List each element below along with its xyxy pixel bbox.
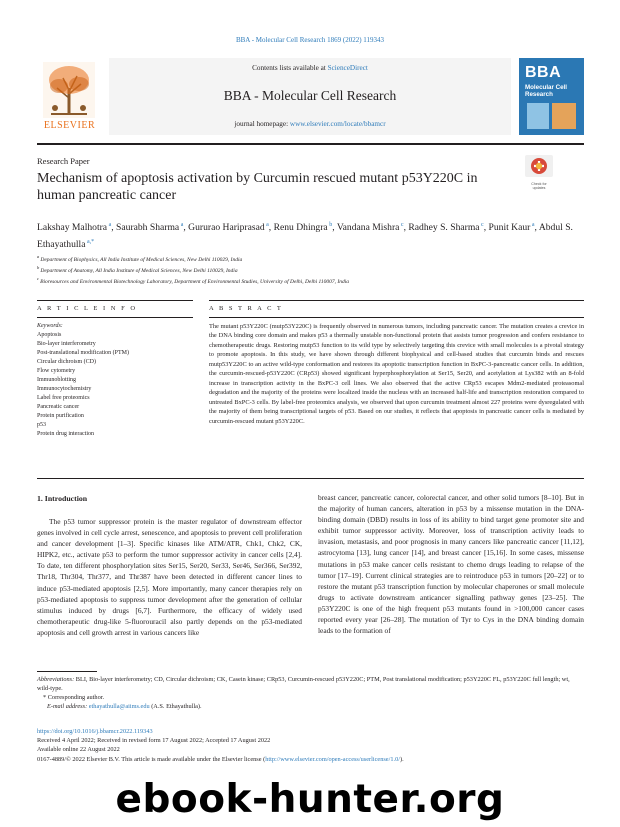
author-affiliation-mark[interactable]: b bbox=[327, 222, 333, 228]
author-list: Lakshay Malhotra $^a$, Saurabh Sharma $^a$, Gururao Hariprasad $^a$, Renu Dhingra $^b$, Vandana Mishra $^c$, Radhey S. Sharma $^c$, Punit Kaur $^a$, Abdul S. Ethayathulla $^{a,*}$ bbox=[37, 222, 573, 251]
crossmark-label: Check for updates bbox=[531, 182, 547, 190]
author-email-link[interactable]: ethayathulla@aiims.edu bbox=[88, 703, 150, 710]
journal-banner bbox=[109, 58, 511, 135]
affiliation-list bbox=[37, 253, 583, 285]
cover-subtitle: Molecular Cell Research bbox=[525, 84, 567, 98]
abstract-heading: A B S T R A C T bbox=[209, 305, 283, 312]
keyword-item: Circular dichroism (CD) bbox=[37, 359, 96, 365]
license-prefix: 0167-4889/© 2022 Elsevier B.V. This article is made available under the Elsevier license ( bbox=[37, 755, 266, 763]
keyword-item: Label free proteomics bbox=[37, 395, 90, 401]
introduction-right-column bbox=[318, 492, 584, 636]
abstract-divider bbox=[209, 300, 584, 301]
introduction-left-column bbox=[37, 516, 302, 638]
keyword-item: p53 bbox=[37, 422, 46, 428]
homepage-line bbox=[109, 120, 511, 128]
author-name[interactable]: Saurabh Sharma bbox=[116, 222, 180, 234]
author-affiliation-mark[interactable]: a bbox=[107, 222, 112, 228]
journal-cover-thumbnail[interactable] bbox=[519, 58, 584, 135]
check-for-updates-badge[interactable] bbox=[525, 155, 553, 190]
author-name[interactable]: Renu Dhingra bbox=[273, 222, 328, 234]
contents-prefix: Contents lists available at bbox=[252, 64, 328, 72]
cover-logo: BBA bbox=[525, 64, 562, 81]
license-link[interactable]: http://www.elsevier.com/open-access/userlicense/1.0/ bbox=[265, 755, 400, 763]
author-name[interactable]: Radhey S. Sharma bbox=[408, 222, 480, 234]
author-affiliation-mark[interactable]: a bbox=[264, 222, 269, 228]
keyword-item: Post-translational modification (PTM) bbox=[37, 350, 129, 356]
affiliation-item: $^a$ Department of Biophysics, All India Institute of Medical Sciences, New Delhi 110029, India bbox=[37, 254, 243, 263]
publication-info bbox=[37, 727, 584, 764]
affiliation-item: $^b$ Department of Anatomy, All India Institute of Medical Sciences, New Delhi 110029, India bbox=[37, 264, 238, 274]
body-paragraph: The p53 tumor suppressor protein is the master regulator of downstream effector genes involved in cell cycle arrest, senescence, and apoptosis to prevent cell proliferation and cancer development [1–3]. Specific kinases like ATM/ATR, Chk1, Chk2, CK, HIPK2, etc., activate p53 to perform the tumor suppressor activity in cancer cells [2,4]. To date, ten different phosphorylation sites Ser15, Ser20, Ser33, Ser46, Ser366, Ser392, Thr18, Thr304, Thr377, and Thr387 have been detected in different cancer lines to induce p53-mediated apoptosis [2,5]. More importantly, many cancer therapies rely on p53-mediated apoptosis to suppress tumor development after the generation of cellular stimulus induced by drugs [6,7]. Furthermore, the efficacy of widely used chemotherapeutic drug-like 5-fluorouracil also partly depends on the p53-mediated apoptosis and cell growth arrest in various cancers like bbox=[37, 517, 302, 637]
received-dates: Received 4 April 2022; Received in revised form 17 August 2022; Accepted 17 August 2022 bbox=[37, 737, 271, 745]
introduction-heading: 1. Introduction bbox=[37, 494, 88, 503]
author-affiliation-mark[interactable]: c bbox=[479, 222, 484, 228]
author-name[interactable]: Gururao Hariprasad bbox=[188, 222, 265, 234]
elsevier-logo[interactable] bbox=[37, 58, 102, 135]
abbreviations-footnote bbox=[37, 675, 584, 693]
keywords-block bbox=[37, 322, 187, 439]
abbreviations-text: BLI, Bio-layer interferometry; CD, Circular dichroism; CK, Casein kinase; CRp53, Curcumin-rescued p53Y220C; PTM, Post translational modification; p53Y220C FL, p53Y220C full length; wt, wild-type. bbox=[37, 676, 570, 692]
journal-masthead bbox=[37, 58, 584, 141]
keywords-list bbox=[37, 331, 187, 439]
author-affiliation-mark[interactable]: a bbox=[179, 222, 184, 228]
email-suffix: (A.S. Ethayathulla). bbox=[149, 703, 202, 710]
abstract-rule bbox=[209, 317, 584, 318]
corresponding-author-note: * Corresponding author. bbox=[43, 694, 105, 701]
article-info-heading: A R T I C L E I N F O bbox=[37, 305, 138, 312]
keyword-item: Protein purification bbox=[37, 413, 84, 419]
keyword-item: Pancreatic cancer bbox=[37, 404, 80, 410]
license-line bbox=[37, 755, 584, 764]
elsevier-tree-icon bbox=[43, 62, 95, 118]
sciencedirect-link[interactable]: ScienceDirect bbox=[327, 64, 368, 72]
watermark-text: ebook-hunter.org bbox=[115, 777, 505, 822]
license-suffix: ). bbox=[399, 755, 404, 763]
contents-line bbox=[109, 64, 511, 72]
footnotes bbox=[37, 675, 584, 711]
keyword-item: Apoptosis bbox=[37, 332, 62, 338]
doi-link[interactable]: https://doi.org/10.1016/j.bbamcr.2022.119343 bbox=[37, 728, 153, 735]
abbreviations-label: Abbreviations: bbox=[37, 676, 75, 683]
article-type: Research Paper bbox=[37, 156, 90, 166]
masthead-divider bbox=[37, 143, 584, 145]
author-name[interactable]: Lakshay Malhotra bbox=[37, 222, 108, 234]
cover-image-right bbox=[552, 103, 576, 129]
journal-citation[interactable]: BBA - Molecular Cell Research 1869 (2022) 119343 bbox=[235, 36, 385, 44]
homepage-prefix: journal homepage: bbox=[234, 120, 290, 128]
abstract-bottom-rule bbox=[37, 478, 584, 479]
keywords-label: Keywords: bbox=[37, 323, 63, 329]
author-name[interactable]: Vandana Mishra bbox=[336, 222, 400, 234]
journal-homepage-link[interactable]: www.elsevier.com/locate/bbamcr bbox=[289, 120, 386, 128]
crossmark-icon bbox=[525, 155, 553, 177]
elsevier-wordmark: ELSEVIER bbox=[43, 120, 96, 131]
abstract-text: The mutant p53Y220C (mutp53Y220C) is frequently observed in numerous tumors, including pancreatic cancer. The mutation creates a crevice in the DNA binding core domain and makes p53 a thermally unstable non-functional protein that assists tumor progression and confers resistance to chemotherapeutic drugs. Restoring mutp53 function to its wild type by selectively targeting this crevice with small molecules is a pivotal strategy to promote apoptosis. In this study, we have shown through different biophysical and cell-based studies that curcumin binds and rescues mutp53Y220C to an active wild-type conformation and restores its apoptotic transcription function in BxPC-3-pancreatic cancer cells. In addition, the curcumin-rescued-p53Y220C (CRp53) showed significant hyperphosphorylation at Ser15, Ser20, and acetylation at Lys382 with an 8-fold increase in transcription activity in the BxPC-3 cell lines. We also observed that the active CRp53 escapes Mdm2-mediated proteasomal degradation and the majority of the proteins were localized inside the nucleus with an increased half-life and transcription restoration compared to untreated BxPC-3 cells. By label-free proteomics analysis, we observed that upon curcumin treatment almost 227 proteins were dysregulated with the majority of them being transcriptional targets of p53. Based on our studies, it reflects that apoptosis in pancreatic cancer cells is mediated by curcumin-rescued mutant p53Y220C. bbox=[209, 323, 584, 425]
online-date: Available online 22 August 2022 bbox=[37, 746, 120, 754]
body-paragraph: breast cancer, pancreatic cancer, colorectal cancer, and other solid tumors [8–10]. But in the majority of human cancers, alteration in p53 by a missense mutation in the DNA-binding domain (DBD) results in loss of its ability to bind target gene promoter site and exhibit tumor suppressor activity. Moreover, loss of transcription activity leads to invasion, metastasis, and poor prognosis in many cancers like pancreatic cancer [11,12], astrocytoma [13], lung cancer [14], and breast cancer [15,16]. In some cases, missense mutations in p53 make cancer cells resistant to chemo drugs leading to relapse of the tumor [17–19]. Current clinical strategies are to reintroduce p53 in tumors [20–22] or to restore the mutant p53 transcription function by molecular chaperones or small molecule drugs to activate downstream anticancer signalling pathway genes [23–25]. The p53Y220C is one of the high frequent p53 mutants found in >100,000 cancer cases reported every year [26–28]. The mutation of Tyr to Cys in the DNA binding domain leads to the formation of bbox=[318, 493, 584, 636]
email-label: E-mail address: bbox=[47, 703, 88, 710]
keyword-item: Protein drug interaction bbox=[37, 431, 94, 437]
journal-name: BBA - Molecular Cell Research bbox=[223, 88, 397, 103]
author-affiliation-mark[interactable]: c bbox=[399, 222, 404, 228]
keyword-item: Immunoblotting bbox=[37, 377, 76, 383]
author-affiliation-mark[interactable]: a bbox=[530, 222, 535, 228]
author-name[interactable]: Abdul S. Ethayathulla bbox=[37, 222, 573, 251]
affiliation-item: $^c$ Bioresources and Environmental Biotechnology Laboratory, Department of Environmental Studies, University of Delhi, Delhi 110007, India bbox=[37, 275, 349, 285]
author-name[interactable]: Punit Kaur bbox=[488, 222, 531, 234]
keyword-item: Bio-layer interferometry bbox=[37, 341, 96, 347]
author-affiliation-mark[interactable]: a,* bbox=[85, 239, 95, 246]
article-info-rule bbox=[37, 317, 193, 318]
keyword-item: Flow cytometry bbox=[37, 368, 76, 374]
footnote-rule bbox=[37, 671, 97, 672]
keyword-item: Immunocytochemistry bbox=[37, 386, 92, 392]
article-title: Mechanism of apoptosis activation by Curcumin rescued mutant p53Y220C in human pancreatic cancer bbox=[37, 171, 478, 203]
article-info-divider bbox=[37, 300, 193, 301]
cover-image-left bbox=[527, 103, 549, 129]
email-footnote bbox=[37, 702, 584, 711]
